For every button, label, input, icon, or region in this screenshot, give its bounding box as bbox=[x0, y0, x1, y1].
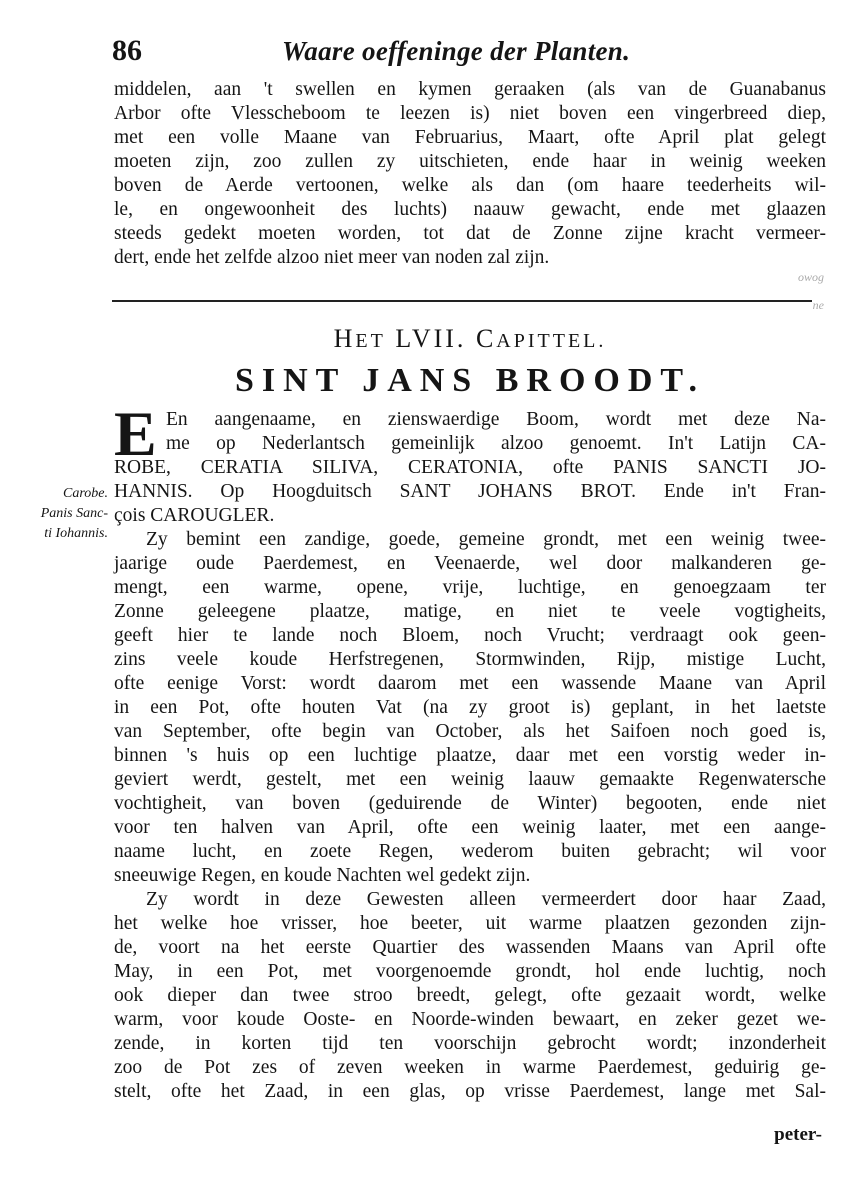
text-line: in een Pot, ofte houten Vat (na zy groot is) geplant, in het laetste bbox=[114, 697, 826, 718]
text-line: de, voort na het eerste Quartier des wassenden Maans van April ofte bbox=[114, 937, 826, 958]
text-line: van September, ofte begin van October, als het Saifoen noch goed is, bbox=[114, 721, 826, 742]
text-line: warm, voor koude Ooste- en Noorde-winden bewaart, en zeker gezet we- bbox=[114, 1009, 826, 1030]
text-line: binnen 's huis op een luchtige plaatze, daar met een vorstig weder in- bbox=[114, 745, 826, 766]
text-line: zende, in korten tijd ten voorschijn gebrocht wordt; inzonderheit bbox=[114, 1033, 826, 1054]
bleed-through-text: ne bbox=[812, 298, 824, 312]
text-line: Zy wordt in deze Gewesten alleen vermeerdert door haar Zaad, bbox=[146, 889, 826, 910]
chapter-subtitle: SINT JANS BROODT. bbox=[234, 362, 706, 399]
margin-note-line: Panis Sanc- bbox=[40, 506, 108, 521]
drop-capital: E bbox=[114, 398, 157, 469]
text-line: zoo de Pot zes of zeven weeken in warme Paerdemest, geduirig ge- bbox=[114, 1057, 826, 1078]
text-line: het welke hoe vrisser, hoe beeter, uit warme plaatzen gezonden zijn- bbox=[114, 913, 826, 934]
text-line: geeft hier te lande noch Bloem, noch Vrucht; verdraagt ook geen- bbox=[114, 625, 826, 646]
chapter-heading-h: H bbox=[333, 324, 356, 353]
text-line: stelt, ofte het Zaad, in een glas, op vrisse Paerdemest, lange met Sal- bbox=[114, 1081, 826, 1102]
page-number: 86 bbox=[112, 34, 142, 67]
text-line: le, en ongewoonheit des luchts) naauw gewacht, ende met glaazen bbox=[114, 199, 826, 220]
section-divider bbox=[112, 278, 824, 318]
text-line: boven de Aerde vertoonen, welke als dan (om haare teederheits wil- bbox=[114, 175, 826, 196]
text-line: met een volle Maane van Februarius, Maart, ofte April plat gelegt bbox=[114, 127, 826, 148]
text-line: naame lucht, en zoete Regen, wederom buiten gebracht; wil voor bbox=[114, 841, 826, 862]
margin-note bbox=[4, 484, 108, 544]
margin-note-line: Carobe. bbox=[63, 486, 108, 501]
text-line: çois CAROUGLER. bbox=[114, 505, 275, 526]
text-line: ofte eenige Vorst: wordt daarom met een wassende Maane van April bbox=[114, 673, 826, 694]
text-line: moeten zijn, zoo zullen zy uitschieten, ende haar in weinig weeken bbox=[114, 151, 826, 172]
running-head: Waare oeffeninge der Planten. bbox=[282, 36, 631, 66]
text-line: HANNIS. Op Hoogduitsch SANT JOHANS BROT. Ende in't Fran- bbox=[114, 481, 826, 502]
text-line: vochtigheit, van boven (geduirende de Winter) begooten, ende niet bbox=[114, 793, 826, 814]
text-line: me op Nederlantsch gemeinlijk alzoo genoemt. In't Latijn CA- bbox=[166, 433, 826, 454]
chapter-heading-apittel: APITTEL. bbox=[496, 330, 607, 352]
text-line: mengt, een warme, opene, vrije, luchtige, en genoegzaam ter bbox=[114, 577, 826, 598]
text-line: dert, ende het zelfde alzoo niet meer van noden zal zijn. bbox=[114, 247, 550, 268]
chapter-heading-et: ET bbox=[355, 330, 386, 352]
text-line: steeds gedekt moeten worden, tot dat de Zonne zijne kracht vermeer- bbox=[114, 223, 826, 244]
text-line: geviert werdt, gestelt, met een weinig laauw gemaakte Regenwatersche bbox=[114, 769, 826, 790]
text-line: voor ten halven van April, ofte een weinig laater, met een aange- bbox=[114, 817, 826, 838]
page-header bbox=[112, 34, 672, 74]
text-line: jaarige oude Paerdemest, en Veenaerde, wel door malkanderen ge- bbox=[114, 553, 826, 574]
chapter-numeral: LVII. bbox=[395, 324, 467, 353]
chapter-heading-c: C bbox=[475, 324, 497, 353]
text-line: Arbor ofte Vlesscheboom te leezen is) niet boven een vingerbreed diep, bbox=[114, 103, 826, 124]
text-line: ROBE, CERATIA SILIVA, CERATONIA, ofte PANIS SANCTI JO- bbox=[114, 457, 826, 478]
text-line: Zy bemint een zandige, goede, gemeine grondt, met een weinig twee- bbox=[146, 529, 826, 550]
text-line: zins veele koude Herfstregenen, Stormwinden, Rijp, mistige Lucht, bbox=[114, 649, 826, 670]
catchword: peter- bbox=[774, 1124, 822, 1145]
chapter-heading bbox=[114, 324, 826, 354]
paragraph-body bbox=[114, 408, 826, 1104]
margin-note-line: ti Iohannis. bbox=[44, 526, 108, 541]
bleed-through-text: owog bbox=[797, 270, 824, 284]
horizontal-rule bbox=[112, 300, 812, 302]
text-line: middelen, aan 't swellen en kymen geraaken (als van de Guanabanus bbox=[114, 79, 826, 100]
paragraph-top bbox=[114, 78, 826, 270]
text-line: Zonne geleegene plaatze, matige, en niet te veele vogtigheits, bbox=[114, 601, 826, 622]
text-line: ook dieper dan twee stroo breedt, gelegt, ofte gezaait wordt, welke bbox=[114, 985, 826, 1006]
text-line: May, in een Pot, met voorgenoemde grondt, hol ende luchtig, noch bbox=[114, 961, 826, 982]
text-line: En aangenaame, en zienswaerdige Boom, wordt met deze Na- bbox=[166, 409, 826, 430]
text-line: sneeuwige Regen, en koude Nachten wel gedekt zijn. bbox=[114, 865, 531, 886]
